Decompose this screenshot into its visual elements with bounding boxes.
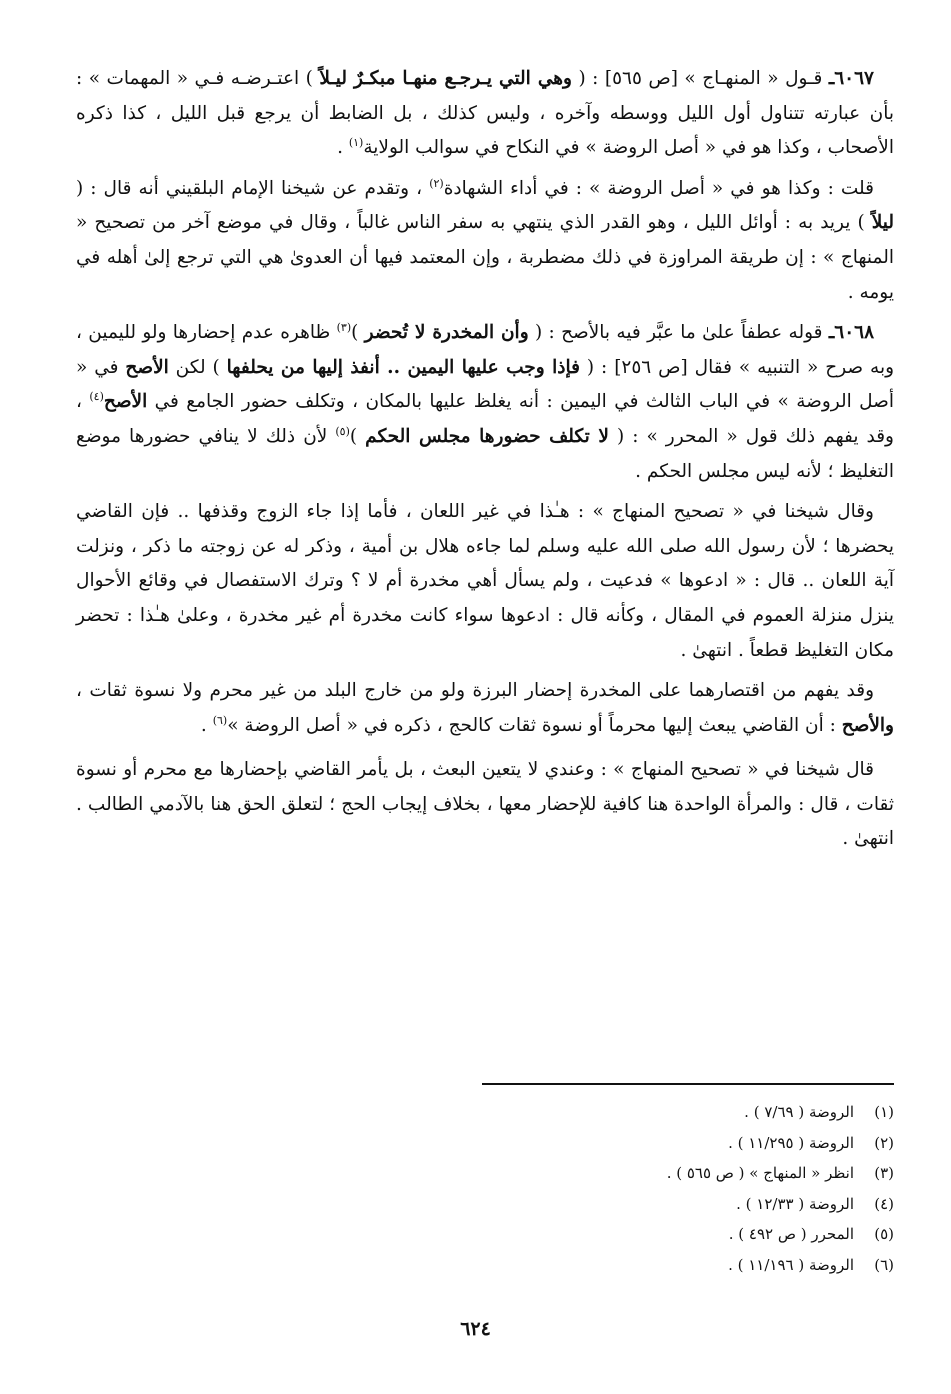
footnote-number: (١) xyxy=(874,1103,894,1121)
footnote-number: (٤) xyxy=(874,1194,894,1213)
footnote-text: المحرر ( ص ٤٩٢ ) . xyxy=(728,1225,854,1243)
footnotes xyxy=(294,1097,894,1280)
footnote-item xyxy=(294,1128,894,1159)
text-run: لأن ذلك لا ينافي حضورها موضع التغليظ ؛ لأنه ليس مجلس الحكم . xyxy=(76,425,894,482)
text-run: : أن القاضي يبعث إليها محرماً أو نسوة ثقات كالحج ، ذكره في « أصل الروضة » xyxy=(227,714,842,736)
footnote-ref: (٦) xyxy=(212,713,228,727)
text-run: ظاهره عدم إحضارها ولو لليمين ، وبه صرح « التنبيه » فقال [ص ٢٥٦] : ( xyxy=(76,322,895,378)
footnote-item xyxy=(294,1158,894,1189)
footnote-number: (٥) xyxy=(874,1225,894,1243)
footnote-ref: (٤) xyxy=(89,390,104,404)
text-run: ، وتقدم عن شيخنا الإمام البلقيني أنه قال : ( xyxy=(76,177,430,199)
quoted-matn: وأن المخدرة لا تُحضر xyxy=(364,322,529,344)
text-run: ) لكن xyxy=(168,356,227,378)
footnote-text: الروضة ( ١١/٢٩٥ ) . xyxy=(728,1133,854,1152)
page-body xyxy=(76,62,894,863)
footnote-divider xyxy=(482,1083,894,1085)
text-run: قـول « المنهـاج » [ص ٥٦٥] : ( xyxy=(571,68,829,89)
issue-number: ٦٠٦٨ـ xyxy=(828,322,875,344)
text-run: قلت : وكذا هو في « أصل الروضة » : في أداء الشهادة xyxy=(443,177,875,199)
paragraph-commentary-4 xyxy=(76,753,894,857)
footnote-ref: (٢) xyxy=(429,176,444,190)
quoted-matn: والأصح xyxy=(841,714,894,736)
quoted-matn: ليلاً xyxy=(871,212,894,234)
quoted-matn: الأصح xyxy=(125,356,169,378)
paragraph-6068 xyxy=(76,316,894,489)
paragraph-commentary-3 xyxy=(76,674,894,743)
paragraph-commentary-2 xyxy=(76,495,894,668)
quoted-matn: وهي التي يـرجـع منهـا مبكـرٌ ليـلاً xyxy=(319,68,572,89)
footnote-item xyxy=(294,1189,894,1220)
text-run: قال شيخنا في « تصحيح المنهاج » : وعندي لا يتعين البعث ، بل يأمر القاضي بإحضارها مع محرم أو نسوة ثقات ، قال : والمرأة الواحدة هنا كافية للإحضار معها ، بخلاف إيجاب الحج ؛ لتعلق الحق هنا بالآدمي الطالب . انتهىٰ . xyxy=(76,759,894,850)
footnote-number: (٣) xyxy=(874,1164,894,1182)
footnote-text: انظر « المنهاج » ( ص ٥٦٥ ) . xyxy=(666,1164,854,1182)
footnote-item xyxy=(294,1250,894,1281)
paragraph-commentary-1 xyxy=(76,172,894,310)
text-run: ) يريد به : أوائل الليل ، وهو القدر الذي ينتهي به سفر الناس غالباً ، وقال في موضع آخر من تصحيح « المنهاج » : إن طريقة المراوزة في ذلك مضطربة ، وإن المعتمد فيها أن العدوىٰ هي التي ترجع إلىٰ أهله في يومه . xyxy=(76,212,894,303)
text-run: في « أصل الروضة » في الباب الثالث في اليمين : أنه يغلظ عليها بالمكان ، وتكلف حضور الجامع في xyxy=(76,356,894,413)
issue-number: ٦٠٦٧ـ xyxy=(828,68,874,89)
text-run: ، وقد يفهم ذلك قول « المحرر » : ( xyxy=(76,391,894,447)
footnote-item xyxy=(294,1097,894,1128)
footnote-ref: (٣) xyxy=(336,321,352,334)
text-run: وقال شيخنا في « تصحيح المنهاج » : هـٰذا في غير اللعان ، فأما إذا جاء الزوج وقذفها .. فإن القاضي يحضرها ؛ لأن رسول الله صلى الله عليه وسلم لما جاءه هلال بن أمية ، وذكر له عن زوجته ما ذكر ، ونزلت آية اللعان .. قال : « ادعوها » فدعيت ، ولم يسأل أهي مخدرة أم لا ؟ وترك الاستفصال في وقائع الأحوال ينزل منزلة العموم في المقال ، وكأنه قال : ادعوها سواء كانت مخدرة أم غير مخدرة ، وعلىٰ هـٰذا : تحضر مكان التغليظ قطعاً . انتهىٰ . xyxy=(76,501,894,661)
footnote-item xyxy=(294,1219,894,1250)
text-run: ) xyxy=(351,322,365,344)
text-run: ) xyxy=(349,425,366,447)
footnote-text: الروضة ( ٧/٦٩ ) . xyxy=(744,1103,854,1121)
quoted-matn: الأصح xyxy=(103,391,148,413)
page-number: ٦٢٤ xyxy=(460,1318,491,1340)
footnote-number: (٦) xyxy=(874,1255,894,1274)
footnote-number: (٢) xyxy=(874,1133,894,1152)
text-run: . xyxy=(200,714,213,736)
quoted-matn: لا تكلف حضورها مجلس الحكم xyxy=(365,425,609,447)
footnote-text: الروضة ( ١٢/٣٣ ) . xyxy=(736,1194,854,1213)
footnote-ref: (١) xyxy=(348,136,364,150)
footnote-text: الروضة ( ١١/١٩٦ ) . xyxy=(728,1255,854,1274)
quoted-matn: فإذا وجب عليها اليمين .. أنفذ إليها من يحلفها xyxy=(226,356,580,378)
text-run: ) اعتـرضـه فـي « المهمات » : بأن عبارته تتناول أول الليل ووسطه وآخره ، وليس كذلك ، بل الضابط أن يرجع قبل الليل ، كذا ذكره الأصحاب ، وكذا هو في « أصل الروضة » في النكاح في سوالب الولاية xyxy=(76,68,894,159)
text-run: . xyxy=(337,137,349,159)
text-run: قوله عطفاً علىٰ ما عبَّر فيه بالأصح : ( xyxy=(528,322,829,344)
footnote-ref: (٥) xyxy=(335,424,350,438)
text-run: وقد يفهم من اقتصارهما على المخدرة إحضار البرزة ولو من خارج البلد من غير محرم ولا نسوة ثقات ، xyxy=(76,680,874,702)
paragraph-6067 xyxy=(76,62,894,166)
